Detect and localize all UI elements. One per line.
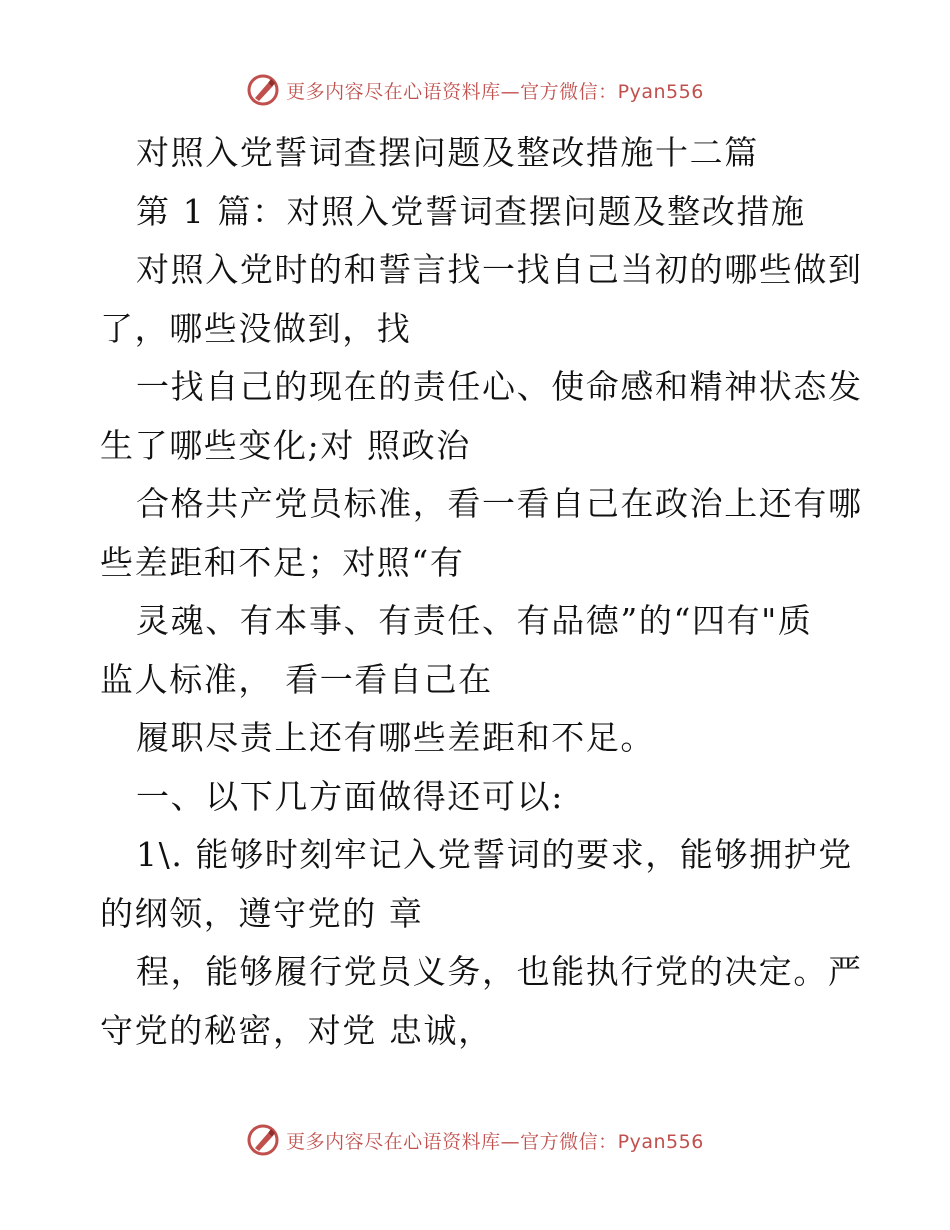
text-line: 了，哪些没做到，找 [100, 308, 412, 348]
text-line: 监人标准， 看一看自己在 [100, 659, 493, 699]
text-line: 灵魂、有本事、有责任、有品德”的“四有"质 [136, 601, 813, 640]
watermark-text: 更多内容尽在心语资料库—官方微信：Pyan556 [286, 80, 704, 103]
text-line: 履职尽责上还有哪些差距和不足。 [136, 718, 655, 757]
text-line: 些差距和不足；对照“有 [100, 542, 465, 582]
text-line: 合格共产党员标准，看一看自己在政治上还有哪 [136, 484, 863, 523]
text-line: 生了哪些变化;对 照政治 [100, 425, 471, 465]
pen-logo-icon [246, 1123, 280, 1157]
text-line: 守党的秘密，对党 忠诚， [100, 1010, 493, 1050]
text-line: 对照入党时的和誓言找一找自己当初的哪些做到 [136, 250, 863, 289]
header-watermark [0, 70, 950, 110]
document-title: 对照入党誓词查摆问题及整改措施十二篇 [136, 133, 759, 172]
text-line: 一、以下几方面做得还可以: [136, 776, 564, 816]
text-line: 程，能够履行党员义务，也能执行党的决定。严 [136, 952, 863, 991]
text-line: 第 1 篇：对照入党誓词查摆问题及整改措施 [136, 191, 806, 231]
pen-logo-icon [246, 73, 280, 107]
text-line: 1\. 能够时刻牢记入党誓词的要求，能够拥护党 [136, 835, 853, 874]
footer-watermark [0, 1120, 950, 1160]
text-line: 一找自己的现在的责任心、使命感和精神状态发 [136, 367, 863, 406]
watermark-text: 更多内容尽在心语资料库—官方微信：Pyan556 [286, 1130, 704, 1153]
document-body [100, 124, 863, 1060]
text-line: 的纲领，遵守党的 章 [100, 893, 424, 933]
